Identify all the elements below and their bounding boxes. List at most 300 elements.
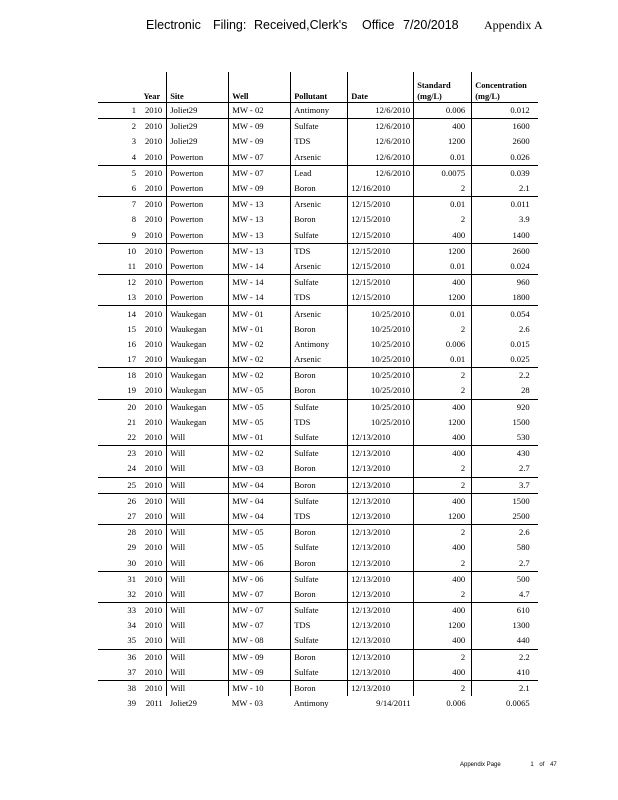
row-concentration: 4.7 bbox=[472, 587, 538, 603]
header-filing: Filing: bbox=[213, 18, 247, 32]
row-pollutant: TDS bbox=[291, 509, 348, 525]
row-site: Waukegan bbox=[167, 383, 229, 399]
row-standard: 400 bbox=[414, 228, 472, 244]
row-well: MW - 02 bbox=[229, 368, 291, 384]
row-concentration: 2.2 bbox=[472, 368, 538, 384]
table-row bbox=[98, 415, 538, 430]
row-year: 2010 bbox=[145, 308, 163, 319]
row-site: Will bbox=[167, 680, 229, 696]
row-date: 12/6/2010 bbox=[348, 103, 414, 119]
row-concentration: 1300 bbox=[472, 618, 538, 633]
row-well: MW - 08 bbox=[229, 633, 291, 649]
row-number: 7 bbox=[131, 199, 136, 210]
row-standard: 2 bbox=[414, 525, 472, 541]
header-electronic: Electronic bbox=[146, 18, 201, 32]
row-site: Will bbox=[167, 461, 229, 477]
row-concentration: 3.7 bbox=[472, 477, 538, 493]
row-site: Will bbox=[167, 603, 229, 619]
row-well: MW - 04 bbox=[229, 493, 291, 509]
row-date: 10/25/2010 bbox=[348, 352, 414, 368]
row-number: 16 bbox=[127, 338, 136, 349]
row-site: Will bbox=[167, 555, 229, 571]
table-row bbox=[98, 197, 538, 213]
row-site: Powerton bbox=[167, 197, 229, 213]
table-row bbox=[98, 181, 538, 197]
row-date: 12/13/2010 bbox=[348, 680, 414, 696]
col-header-concentration bbox=[472, 72, 538, 103]
row-well: MW - 02 bbox=[229, 103, 291, 119]
row-standard: 0.01 bbox=[414, 197, 472, 213]
table-header-row bbox=[98, 72, 538, 103]
row-number: 10 bbox=[127, 245, 136, 256]
table-row bbox=[98, 493, 538, 509]
row-pollutant: Boron bbox=[291, 587, 348, 603]
row-standard: 0.01 bbox=[414, 352, 472, 368]
row-site: Waukegan bbox=[167, 322, 229, 337]
row-date: 10/25/2010 bbox=[348, 383, 414, 399]
table-row bbox=[98, 477, 538, 493]
row-standard: 400 bbox=[414, 665, 472, 681]
row-number: 23 bbox=[127, 448, 136, 459]
row-concentration: 530 bbox=[472, 430, 538, 446]
row-pollutant: Boron bbox=[291, 477, 348, 493]
table-row bbox=[98, 352, 538, 368]
row-pollutant: Boron bbox=[291, 212, 348, 227]
footer-label: Appendix Page bbox=[460, 762, 501, 768]
row-number: 34 bbox=[127, 620, 136, 631]
row-year: 2010 bbox=[142, 181, 167, 197]
table-row bbox=[98, 509, 538, 525]
row-standard: 400 bbox=[414, 446, 472, 462]
table-row bbox=[98, 633, 538, 649]
row-date: 12/13/2010 bbox=[348, 525, 414, 541]
row-well: MW - 06 bbox=[229, 555, 291, 571]
row-date: 12/15/2010 bbox=[348, 212, 414, 227]
header-appendix-letter: A bbox=[534, 18, 543, 32]
row-concentration: 0.0065 bbox=[506, 698, 530, 709]
row-well: MW - 13 bbox=[229, 212, 291, 227]
row-site: Waukegan bbox=[167, 306, 229, 322]
row-standard: 400 bbox=[414, 603, 472, 619]
row-year: 2010 bbox=[145, 167, 163, 178]
col-header-standard-line1: Standard bbox=[417, 81, 451, 90]
row-concentration: 2600 bbox=[472, 134, 538, 149]
row-pollutant: Lead bbox=[291, 165, 348, 181]
row-date: 12/13/2010 bbox=[348, 571, 414, 587]
row-site: Joliet29 bbox=[167, 134, 229, 149]
row-concentration: 1500 bbox=[472, 493, 538, 509]
row-standard: 2 bbox=[414, 383, 472, 399]
row-pollutant: TDS bbox=[291, 618, 348, 633]
row-date: 12/6/2010 bbox=[348, 150, 414, 166]
row-number: 35 bbox=[98, 633, 142, 649]
row-pollutant: Sulfate bbox=[291, 430, 348, 446]
row-well: MW - 14 bbox=[229, 290, 291, 306]
row-year: 2010 bbox=[145, 620, 163, 631]
row-well: MW - 09 bbox=[229, 134, 291, 149]
row-number: 15 bbox=[127, 323, 136, 334]
row-well: MW - 09 bbox=[229, 649, 291, 665]
row-site: Powerton bbox=[167, 290, 229, 306]
row-number: 31 bbox=[127, 573, 136, 584]
row-standard: 2 bbox=[414, 322, 472, 337]
row-well: MW - 13 bbox=[229, 228, 291, 244]
row-number: 9 bbox=[98, 228, 142, 244]
row-pollutant: Arsenic bbox=[291, 259, 348, 275]
row-concentration: 0.054 bbox=[472, 306, 538, 322]
row-number: 37 bbox=[98, 665, 142, 681]
row-standard: 0.01 bbox=[414, 306, 472, 322]
table-row bbox=[98, 649, 538, 665]
row-standard: 0.01 bbox=[414, 259, 472, 275]
row-pollutant: TDS bbox=[291, 243, 348, 259]
row-date: 10/25/2010 bbox=[348, 306, 414, 322]
row-year: 2011 bbox=[145, 698, 163, 709]
table-row bbox=[98, 571, 538, 587]
table-row bbox=[98, 212, 538, 227]
col-header-concentration-line1: Concentration bbox=[475, 81, 527, 90]
row-standard: 2 bbox=[414, 368, 472, 384]
row-concentration: 1600 bbox=[472, 119, 538, 135]
row-site: Waukegan bbox=[167, 368, 229, 384]
row-standard: 400 bbox=[414, 119, 472, 135]
page-header bbox=[0, 18, 618, 40]
row-site: Will bbox=[167, 633, 229, 649]
col-header-standard-line2: (mg/L) bbox=[417, 92, 442, 101]
row-year: 2010 bbox=[145, 245, 163, 256]
table-row bbox=[98, 337, 538, 352]
table-row bbox=[98, 446, 538, 462]
row-pollutant: Sulfate bbox=[291, 119, 348, 135]
row-number: 21 bbox=[127, 416, 136, 427]
row-year: 2010 bbox=[145, 277, 163, 288]
row-well: MW - 02 bbox=[229, 337, 291, 352]
row-standard: 400 bbox=[414, 633, 472, 649]
row-standard: 0.006 bbox=[414, 103, 472, 119]
row-year: 2010 bbox=[145, 448, 163, 459]
row-year: 2010 bbox=[142, 665, 167, 681]
row-concentration: 2.6 bbox=[472, 322, 538, 337]
row-year: 2010 bbox=[145, 121, 163, 132]
row-date: 12/13/2010 bbox=[348, 665, 414, 681]
row-pollutant: Arsenic bbox=[291, 352, 348, 368]
row-standard: 1200 bbox=[414, 509, 472, 525]
row-concentration: 2.1 bbox=[472, 181, 538, 197]
row-well: MW - 10 bbox=[229, 680, 291, 696]
row-site: Will bbox=[167, 446, 229, 462]
row-date: 12/13/2010 bbox=[348, 618, 414, 633]
row-standard: 400 bbox=[414, 399, 472, 415]
row-well: MW - 04 bbox=[229, 477, 291, 493]
row-date: 12/15/2010 bbox=[348, 197, 414, 213]
row-date: 12/13/2010 bbox=[348, 633, 414, 649]
row-site: Waukegan bbox=[167, 415, 229, 430]
row-site: Waukegan bbox=[167, 352, 229, 368]
row-site: Will bbox=[167, 509, 229, 525]
row-pollutant: TDS bbox=[291, 134, 348, 149]
table-row bbox=[98, 103, 538, 119]
row-year: 2010 bbox=[142, 509, 167, 525]
row-pollutant: Antimony bbox=[291, 103, 348, 119]
row-concentration: 440 bbox=[472, 633, 538, 649]
row-number: 27 bbox=[98, 509, 142, 525]
row-standard: 1200 bbox=[414, 290, 472, 306]
table-row bbox=[98, 368, 538, 384]
row-number: 11 bbox=[98, 259, 142, 275]
row-number: 14 bbox=[127, 308, 136, 319]
footer-of: of bbox=[539, 762, 545, 768]
row-number: 5 bbox=[131, 167, 136, 178]
row-standard: 400 bbox=[414, 493, 472, 509]
row-site: Will bbox=[167, 618, 229, 633]
row-year: 2010 bbox=[145, 651, 163, 662]
row-well: MW - 14 bbox=[229, 259, 291, 275]
row-site: Will bbox=[167, 525, 229, 541]
row-date: 12/15/2010 bbox=[348, 259, 414, 275]
row-concentration: 3.9 bbox=[472, 212, 538, 227]
row-year: 2010 bbox=[142, 477, 167, 493]
row-well: MW - 09 bbox=[229, 665, 291, 681]
row-number: 22 bbox=[98, 430, 142, 446]
row-concentration: 960 bbox=[472, 275, 538, 291]
table-row bbox=[98, 134, 538, 149]
row-pollutant: Antimony bbox=[293, 698, 329, 709]
row-pollutant: Sulfate bbox=[291, 446, 348, 462]
row-year: 2010 bbox=[142, 587, 167, 603]
row-site: Will bbox=[167, 665, 229, 681]
row-year: 2010 bbox=[145, 416, 163, 427]
row-concentration: 920 bbox=[472, 399, 538, 415]
row-number: 20 bbox=[127, 401, 136, 412]
page-footer bbox=[460, 762, 557, 768]
row-site: Powerton bbox=[167, 212, 229, 227]
row-date: 12/13/2010 bbox=[348, 587, 414, 603]
header-received: Received,Clerk's bbox=[254, 18, 348, 32]
row-year: 2010 bbox=[145, 199, 163, 210]
row-well: MW - 07 bbox=[229, 587, 291, 603]
table-row bbox=[98, 228, 538, 244]
row-site: Powerton bbox=[167, 243, 229, 259]
row-year: 2010 bbox=[142, 259, 167, 275]
row-date: 12/13/2010 bbox=[348, 430, 414, 446]
row-standard: 1200 bbox=[414, 134, 472, 149]
row-date: 12/13/2010 bbox=[348, 649, 414, 665]
row-well: MW - 07 bbox=[229, 150, 291, 166]
row-number: 26 bbox=[127, 495, 136, 506]
row-standard: 0.0075 bbox=[414, 165, 472, 181]
row-well: MW - 05 bbox=[229, 399, 291, 415]
col-header-standard bbox=[414, 72, 472, 103]
row-number: 6 bbox=[98, 181, 142, 197]
row-year: 2010 bbox=[145, 605, 163, 616]
row-pollutant: Boron bbox=[291, 680, 348, 696]
row-pollutant: Sulfate bbox=[291, 603, 348, 619]
row-standard: 1200 bbox=[414, 618, 472, 633]
row-site: Will bbox=[167, 477, 229, 493]
row-well: MW - 09 bbox=[229, 119, 291, 135]
row-date: 12/15/2010 bbox=[348, 228, 414, 244]
row-pollutant: Sulfate bbox=[291, 399, 348, 415]
row-number: 33 bbox=[127, 605, 136, 616]
row-year: 2010 bbox=[142, 103, 167, 119]
row-well: MW - 06 bbox=[229, 571, 291, 587]
row-year: 2010 bbox=[142, 383, 167, 399]
table-row bbox=[98, 275, 538, 291]
row-date: 10/25/2010 bbox=[348, 337, 414, 352]
row-year: 2010 bbox=[142, 290, 167, 306]
row-concentration: 2.7 bbox=[472, 461, 538, 477]
row-date: 12/16/2010 bbox=[348, 181, 414, 197]
row-site: Will bbox=[167, 540, 229, 555]
row-site: Will bbox=[167, 571, 229, 587]
col-header-pollutant: Pollutant bbox=[291, 72, 348, 103]
row-well: MW - 07 bbox=[229, 165, 291, 181]
row-number: 39 bbox=[127, 698, 136, 709]
row-number: 18 bbox=[127, 370, 136, 381]
row-date: 10/25/2010 bbox=[348, 322, 414, 337]
row-pollutant: Boron bbox=[291, 368, 348, 384]
row-standard: 2 bbox=[414, 477, 472, 493]
row-standard: 2 bbox=[414, 555, 472, 571]
row-site: Joliet29 bbox=[169, 698, 197, 709]
row-well: MW - 01 bbox=[229, 322, 291, 337]
row-standard: 2 bbox=[414, 680, 472, 696]
row-pollutant: Boron bbox=[291, 649, 348, 665]
table-row bbox=[98, 587, 538, 603]
table-row bbox=[98, 540, 538, 555]
row-standard: 0.006 bbox=[446, 698, 466, 709]
row-site: Will bbox=[167, 493, 229, 509]
col-header-well: Well bbox=[229, 72, 291, 103]
row-pollutant: Arsenic bbox=[291, 306, 348, 322]
row-concentration: 430 bbox=[472, 446, 538, 462]
row-pollutant: Sulfate bbox=[291, 228, 348, 244]
row-year: 2010 bbox=[142, 461, 167, 477]
table-row bbox=[98, 119, 538, 135]
row-concentration: 0.039 bbox=[472, 165, 538, 181]
row-number: 8 bbox=[131, 214, 136, 225]
row-pollutant: Arsenic bbox=[291, 197, 348, 213]
row-standard: 2 bbox=[414, 461, 472, 477]
row-well: MW - 01 bbox=[229, 306, 291, 322]
row-date: 9/14/2011 bbox=[376, 698, 411, 709]
pollutant-table bbox=[98, 72, 538, 711]
table-row bbox=[98, 555, 538, 571]
row-pollutant: Boron bbox=[291, 181, 348, 197]
row-standard: 400 bbox=[414, 430, 472, 446]
row-year: 2010 bbox=[142, 228, 167, 244]
row-well: MW - 02 bbox=[229, 446, 291, 462]
row-site: Powerton bbox=[167, 181, 229, 197]
col-header-date: Date bbox=[348, 72, 414, 103]
row-well: MW - 05 bbox=[229, 383, 291, 399]
row-pollutant: TDS bbox=[291, 415, 348, 430]
row-concentration: 1500 bbox=[472, 415, 538, 430]
row-date: 12/13/2010 bbox=[348, 509, 414, 525]
row-date: 10/25/2010 bbox=[348, 415, 414, 430]
row-site: Powerton bbox=[167, 275, 229, 291]
row-number: 1 bbox=[98, 103, 142, 119]
row-standard: 1200 bbox=[414, 243, 472, 259]
footer-total: 47 bbox=[550, 762, 557, 768]
row-well: MW - 14 bbox=[229, 275, 291, 291]
row-site: Powerton bbox=[167, 165, 229, 181]
row-well: MW - 05 bbox=[229, 540, 291, 555]
row-site: Will bbox=[167, 430, 229, 446]
row-concentration: 0.024 bbox=[472, 259, 538, 275]
row-year: 2010 bbox=[145, 495, 163, 506]
row-standard: 0.006 bbox=[414, 337, 472, 352]
row-standard: 400 bbox=[414, 571, 472, 587]
row-date: 12/13/2010 bbox=[348, 603, 414, 619]
table-row bbox=[98, 290, 538, 306]
table-row bbox=[98, 322, 538, 337]
row-site: Waukegan bbox=[167, 337, 229, 352]
row-pollutant: Boron bbox=[291, 555, 348, 571]
row-concentration: 0.026 bbox=[472, 150, 538, 166]
row-concentration: 410 bbox=[472, 665, 538, 681]
row-number: 25 bbox=[98, 477, 142, 493]
row-standard: 2 bbox=[414, 649, 472, 665]
row-pollutant: Sulfate bbox=[291, 665, 348, 681]
row-pollutant: Sulfate bbox=[291, 540, 348, 555]
row-number: 12 bbox=[127, 277, 136, 288]
row-pollutant: Boron bbox=[291, 322, 348, 337]
row-year: 2010 bbox=[145, 370, 163, 381]
row-concentration: 2.7 bbox=[472, 555, 538, 571]
row-year: 2010 bbox=[145, 527, 163, 538]
row-concentration: 580 bbox=[472, 540, 538, 555]
row-standard: 2 bbox=[414, 587, 472, 603]
row-pollutant: Sulfate bbox=[291, 633, 348, 649]
table-row bbox=[98, 150, 538, 166]
row-standard: 400 bbox=[414, 275, 472, 291]
row-year: 2010 bbox=[142, 633, 167, 649]
row-year: 2010 bbox=[145, 338, 163, 349]
row-site: Will bbox=[167, 587, 229, 603]
row-pollutant: TDS bbox=[291, 290, 348, 306]
row-pollutant: Sulfate bbox=[291, 571, 348, 587]
row-year: 2010 bbox=[142, 555, 167, 571]
row-number: 17 bbox=[98, 352, 142, 368]
table-row bbox=[98, 665, 538, 681]
row-concentration: 2.2 bbox=[472, 649, 538, 665]
row-site: Powerton bbox=[167, 228, 229, 244]
row-concentration: 610 bbox=[472, 603, 538, 619]
row-pollutant: Boron bbox=[291, 461, 348, 477]
row-year: 2010 bbox=[142, 352, 167, 368]
row-number: 2 bbox=[131, 121, 136, 132]
table-row bbox=[98, 243, 538, 259]
row-number: 36 bbox=[127, 651, 136, 662]
row-date: 12/13/2010 bbox=[348, 461, 414, 477]
row-pollutant: Boron bbox=[291, 383, 348, 399]
table-row bbox=[98, 430, 538, 446]
row-concentration: 0.011 bbox=[472, 197, 538, 213]
row-date: 12/6/2010 bbox=[348, 134, 414, 149]
row-concentration: 28 bbox=[472, 383, 538, 399]
table-row bbox=[98, 306, 538, 322]
table-row bbox=[98, 525, 538, 541]
row-date: 10/25/2010 bbox=[348, 368, 414, 384]
row-date: 12/6/2010 bbox=[348, 119, 414, 135]
row-concentration: 0.015 bbox=[472, 337, 538, 352]
row-well: MW - 01 bbox=[229, 430, 291, 446]
row-date: 12/15/2010 bbox=[348, 243, 414, 259]
row-concentration: 2.1 bbox=[472, 680, 538, 696]
row-pollutant: Arsenic bbox=[291, 150, 348, 166]
table-body bbox=[98, 103, 538, 712]
